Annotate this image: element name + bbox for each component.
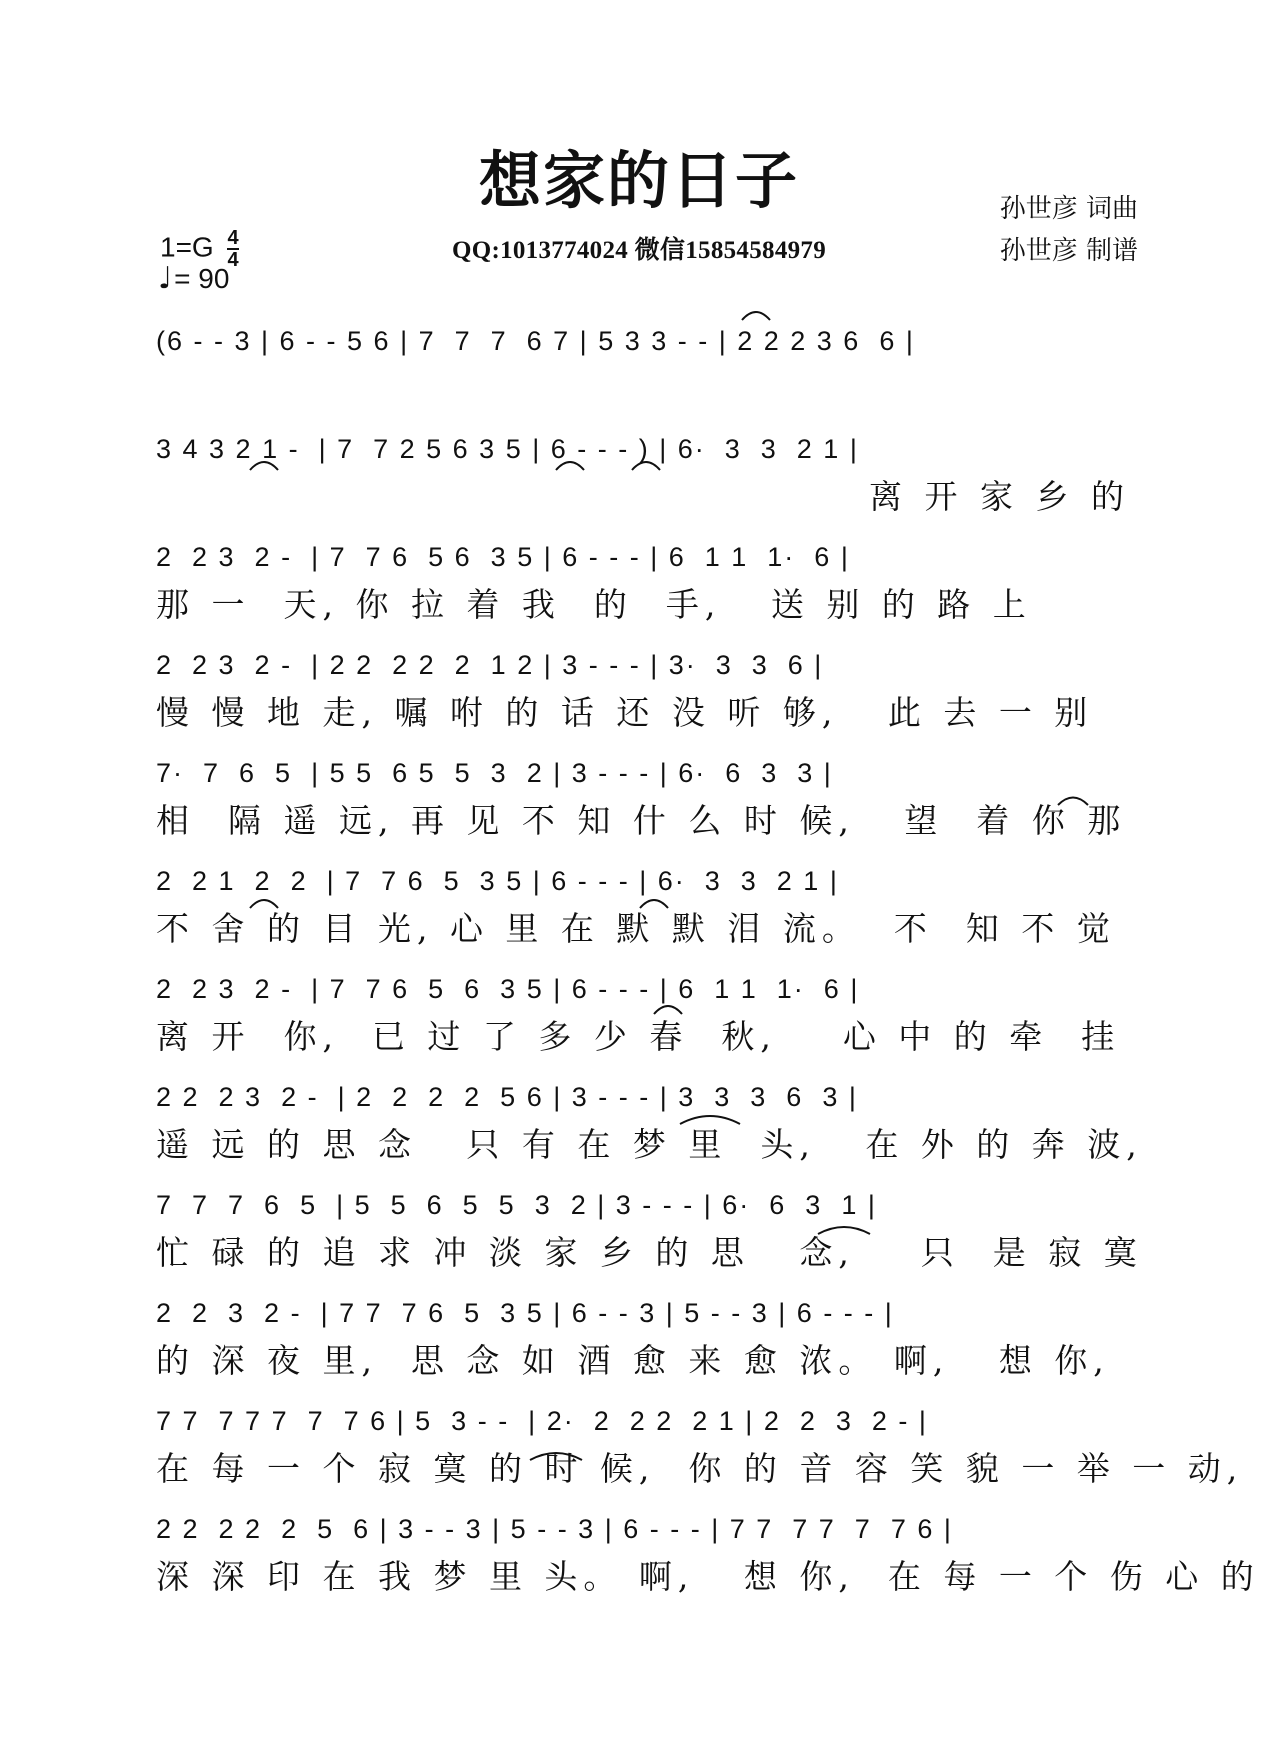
lyric-line: 不 舍 的 目 光, 心 里 在 默 默 泪 流。 不 知 不 觉: [156, 909, 1116, 948]
notation-line: 2 2 2 2 2 5 6 | 3 - - 3 | 5 - - 3 | 6 - - - | 7 7 7 7 7 7 6 |: [156, 1514, 953, 1544]
lyric-line: 慢 慢 地 走, 嘱 咐 的 话 还 没 听 够, 此 去 一 别: [156, 693, 1094, 732]
quarter-note-icon: ♩: [158, 261, 173, 296]
notation-line: 2 2 1 2 2 | 7 7 6 5 3 5 | 6 - - - | 6· 3 3 2 1 |: [156, 866, 839, 896]
tempo-value: = 90: [174, 263, 230, 294]
lyric-line: 离 开 家 乡 的: [869, 477, 1130, 516]
score-title: 想家的日子: [478, 144, 799, 217]
notation-line: 7· 7 6 5 | 5 5 6 5 5 3 2 | 3 - - - | 6· 6 3 3 |: [156, 758, 833, 788]
time-bottom: 4: [227, 249, 239, 271]
slur-mark: [654, 1006, 682, 1014]
notation-line: 3 4 3 2 1 - | 7 7 2 5 6 3 5 | 6 - - - ) | 6· 3 3 2 1 |: [156, 434, 859, 464]
notation-line: 7 7 7 6 5 | 5 5 6 5 5 3 2 | 3 - - - | 6· 6 3 1 |: [156, 1190, 877, 1220]
lyric-line: 深 深 印 在 我 梦 里 头。 啊, 想 你, 在 每 一 个 伤 心 的: [156, 1557, 1260, 1596]
notation-line: 2 2 2 3 2 - | 2 2 2 2 5 6 | 3 - - - | 3 3 3 6 3 |: [156, 1082, 858, 1112]
lyric-line: 那 一 天, 你 拉 着 我 的 手, 送 别 的 路 上: [156, 585, 1032, 624]
slur-mark: [680, 1116, 740, 1124]
time-top: 4: [227, 227, 239, 249]
notation-line: 2 2 3 2 - | 7 7 7 6 5 3 5 | 6 - - 3 | 5 - - 3 | 6 - - - |: [156, 1298, 894, 1328]
credit-notation: 孙世彦 制谱: [999, 236, 1138, 266]
key-label: 1=G: [160, 231, 214, 263]
notation-line: 2 2 3 2 - | 7 7 6 5 6 3 5 | 6 - - - | 6 1 1 1· 6 |: [156, 974, 860, 1004]
lyric-line: 遥 远 的 思 念 只 有 在 梦 里 头, 在 外 的 奔 波,: [156, 1125, 1143, 1164]
lyric-line: 在 每 一 个 寂 寞 的 时 候, 你 的 音 容 笑 貌 一 举 一 动,: [156, 1449, 1244, 1488]
notation-line: 7 7 7 7 7 7 7 6 | 5 3 - - | 2· 2 2 2 2 1 | 2 2 3 2 - |: [156, 1406, 928, 1436]
credit-lyrics-music: 孙世彦 词曲: [999, 194, 1138, 224]
slur-mark: [640, 900, 668, 908]
slur-mark: [250, 900, 278, 908]
notation-line: (6 - - 3 | 6 - - 5 6 | 7 7 7 6 7 | 5 3 3 - - | 2 2 2 3 6 6 |: [156, 326, 915, 356]
lyric-line: 的 深 夜 里, 思 念 如 酒 愈 来 愈 浓。 啊, 想 你,: [156, 1341, 1110, 1380]
lyric-line: 忙 碌 的 追 求 冲 淡 家 乡 的 思 念, 只 是 寂 寞: [156, 1233, 1143, 1272]
lyric-line: 离 开 你, 已 过 了 多 少 春 秋, 心 中 的 牵 挂: [156, 1017, 1121, 1056]
notation-line: 2 2 3 2 - | 2 2 2 2 2 1 2 | 3 - - - | 3· 3 3 6 |: [156, 650, 824, 680]
slur-mark: [742, 312, 770, 320]
contact-info: QQ:1013774024 微信15854584979: [451, 237, 827, 264]
lyric-line: 相 隔 遥 远, 再 见 不 知 什 么 时 候, 望 着 你 那: [156, 801, 1127, 840]
notation-line: 2 2 3 2 - | 7 7 6 5 6 3 5 | 6 - - - | 6 1 1 1· 6 |: [156, 542, 850, 572]
